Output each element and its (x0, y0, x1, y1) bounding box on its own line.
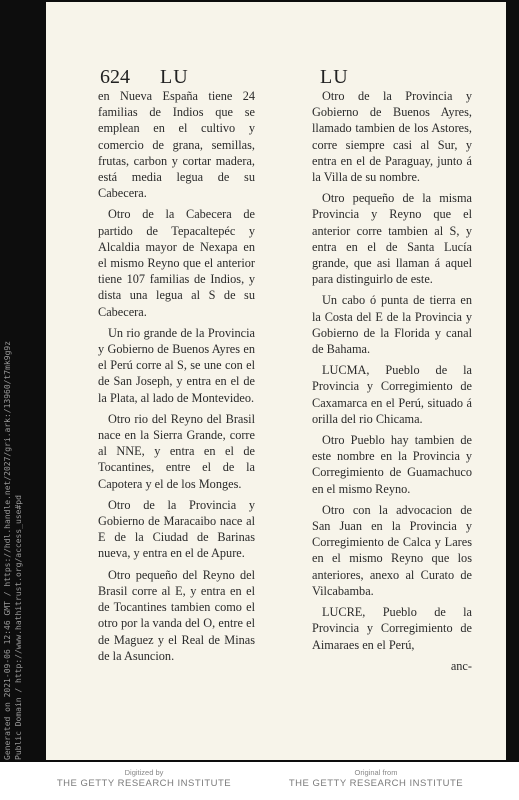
right-text-column (312, 88, 472, 679)
running-head (100, 66, 459, 88)
paragraph: LUCMA, Pueblo de la Provincia y Corregimiento de Caxamarca en el Perú, situado á orilla del rio Chicama. (312, 363, 472, 426)
hathitrust-side-stamp (2, 340, 32, 760)
page-number: 624 (100, 66, 130, 88)
running-head-left: LU (160, 66, 189, 88)
paragraph: Otro de la Provincia y Gobierno de Maracaibo nace al E de la Ciudad de Barinas nueva, y entra en el de Apure. (98, 497, 255, 561)
paragraph: Otro rio del Reyno del Brasil nace en la Sierra Grande, corre al NNE, y entra en el de Tocantines, entre el de la Capotera y el de los Monges. (98, 411, 255, 491)
paragraph: Un rio grande de la Provincia y Gobierno de Buenos Ayres en el Perú corre al S, se une con el de San Joseph, y entra en el de la Plata, al lado de Montevideo. (98, 325, 255, 405)
paragraph: Otro pequeño de la misma Provincia y Reyno que el anterior corre tambien al S, y entra en el de Santa Lucía grande, que asi llaman á aquel para distinguirlo de este. (312, 191, 472, 287)
paragraph: Otro de la Provincia y Gobierno de Buenos Ayres, llamado tambien de los Astores, corre siempre casi al Sur, y entra en el de Paraguay, junto á la Villa de su nombre. (312, 89, 472, 185)
digitized-by-institution: THE GETTY RESEARCH INSTITUTE (56, 778, 232, 789)
paragraph: LUCRE, Pueblo de la Provincia y Corregimiento de Aimaraes en el Perú, (312, 605, 472, 652)
original-from-label: Original from (354, 768, 398, 777)
paragraph: en Nueva España tiene 24 familias de Indios que se emplean en el cultivo y comercio de grana, semillas, frutas, carbon y cortar madera, está media legua de su Cabecera. (98, 89, 255, 201)
digitization-footer (0, 762, 519, 800)
left-text-column (98, 88, 255, 669)
paragraph: Otro Pueblo hay tambien de este nombre en la Provincia y Corregimiento de Guamachuco en el mismo Reyno. (312, 433, 472, 496)
paragraph: Otro pequeño del Reyno del Brasil corre al E, y entra en el de Tocantines tambien como el otro por la vanda del O, entre el de Maguez y el Real de Minas de la Asuncion. (98, 567, 255, 663)
paragraph: Un cabo ó punta de tierra en la Costa del E de la Provincia y Gobierno de la Florida y canal de Bahama. (312, 293, 472, 357)
running-head-right: LU (320, 66, 349, 88)
original-from-block (276, 768, 476, 789)
original-from-institution: THE GETTY RESEARCH INSTITUTE (288, 778, 464, 789)
catchword: anc- (450, 658, 472, 673)
stamp-line-generated: Generated on 2021-09-06 12:46 GMT / https://hdl.handle.net/2027/gri.ark:/13960/t7mk9g9z (3, 340, 12, 760)
digitized-by-label: Digitized by (124, 768, 164, 777)
digitized-by-block (44, 768, 244, 789)
paragraph: Otro con la advocacion de San Juan en la Provincia y Corregimiento de Calca y Lares en el mismo Reyno que los anteriores, anexo al Curato de Vilcabamba. (312, 502, 472, 598)
paragraph: Otro de la Cabecera de partido de Tepacaltepéc y Alcaldia mayor de Nexapa en el mismo Reyno que el anterior tiene 107 familias de Indios, y dista una legua al S de su Cabecera. (98, 207, 255, 319)
stamp-line-public-domain: Public Domain / http://www.hathitrust.org/access_use#pd (14, 495, 23, 760)
